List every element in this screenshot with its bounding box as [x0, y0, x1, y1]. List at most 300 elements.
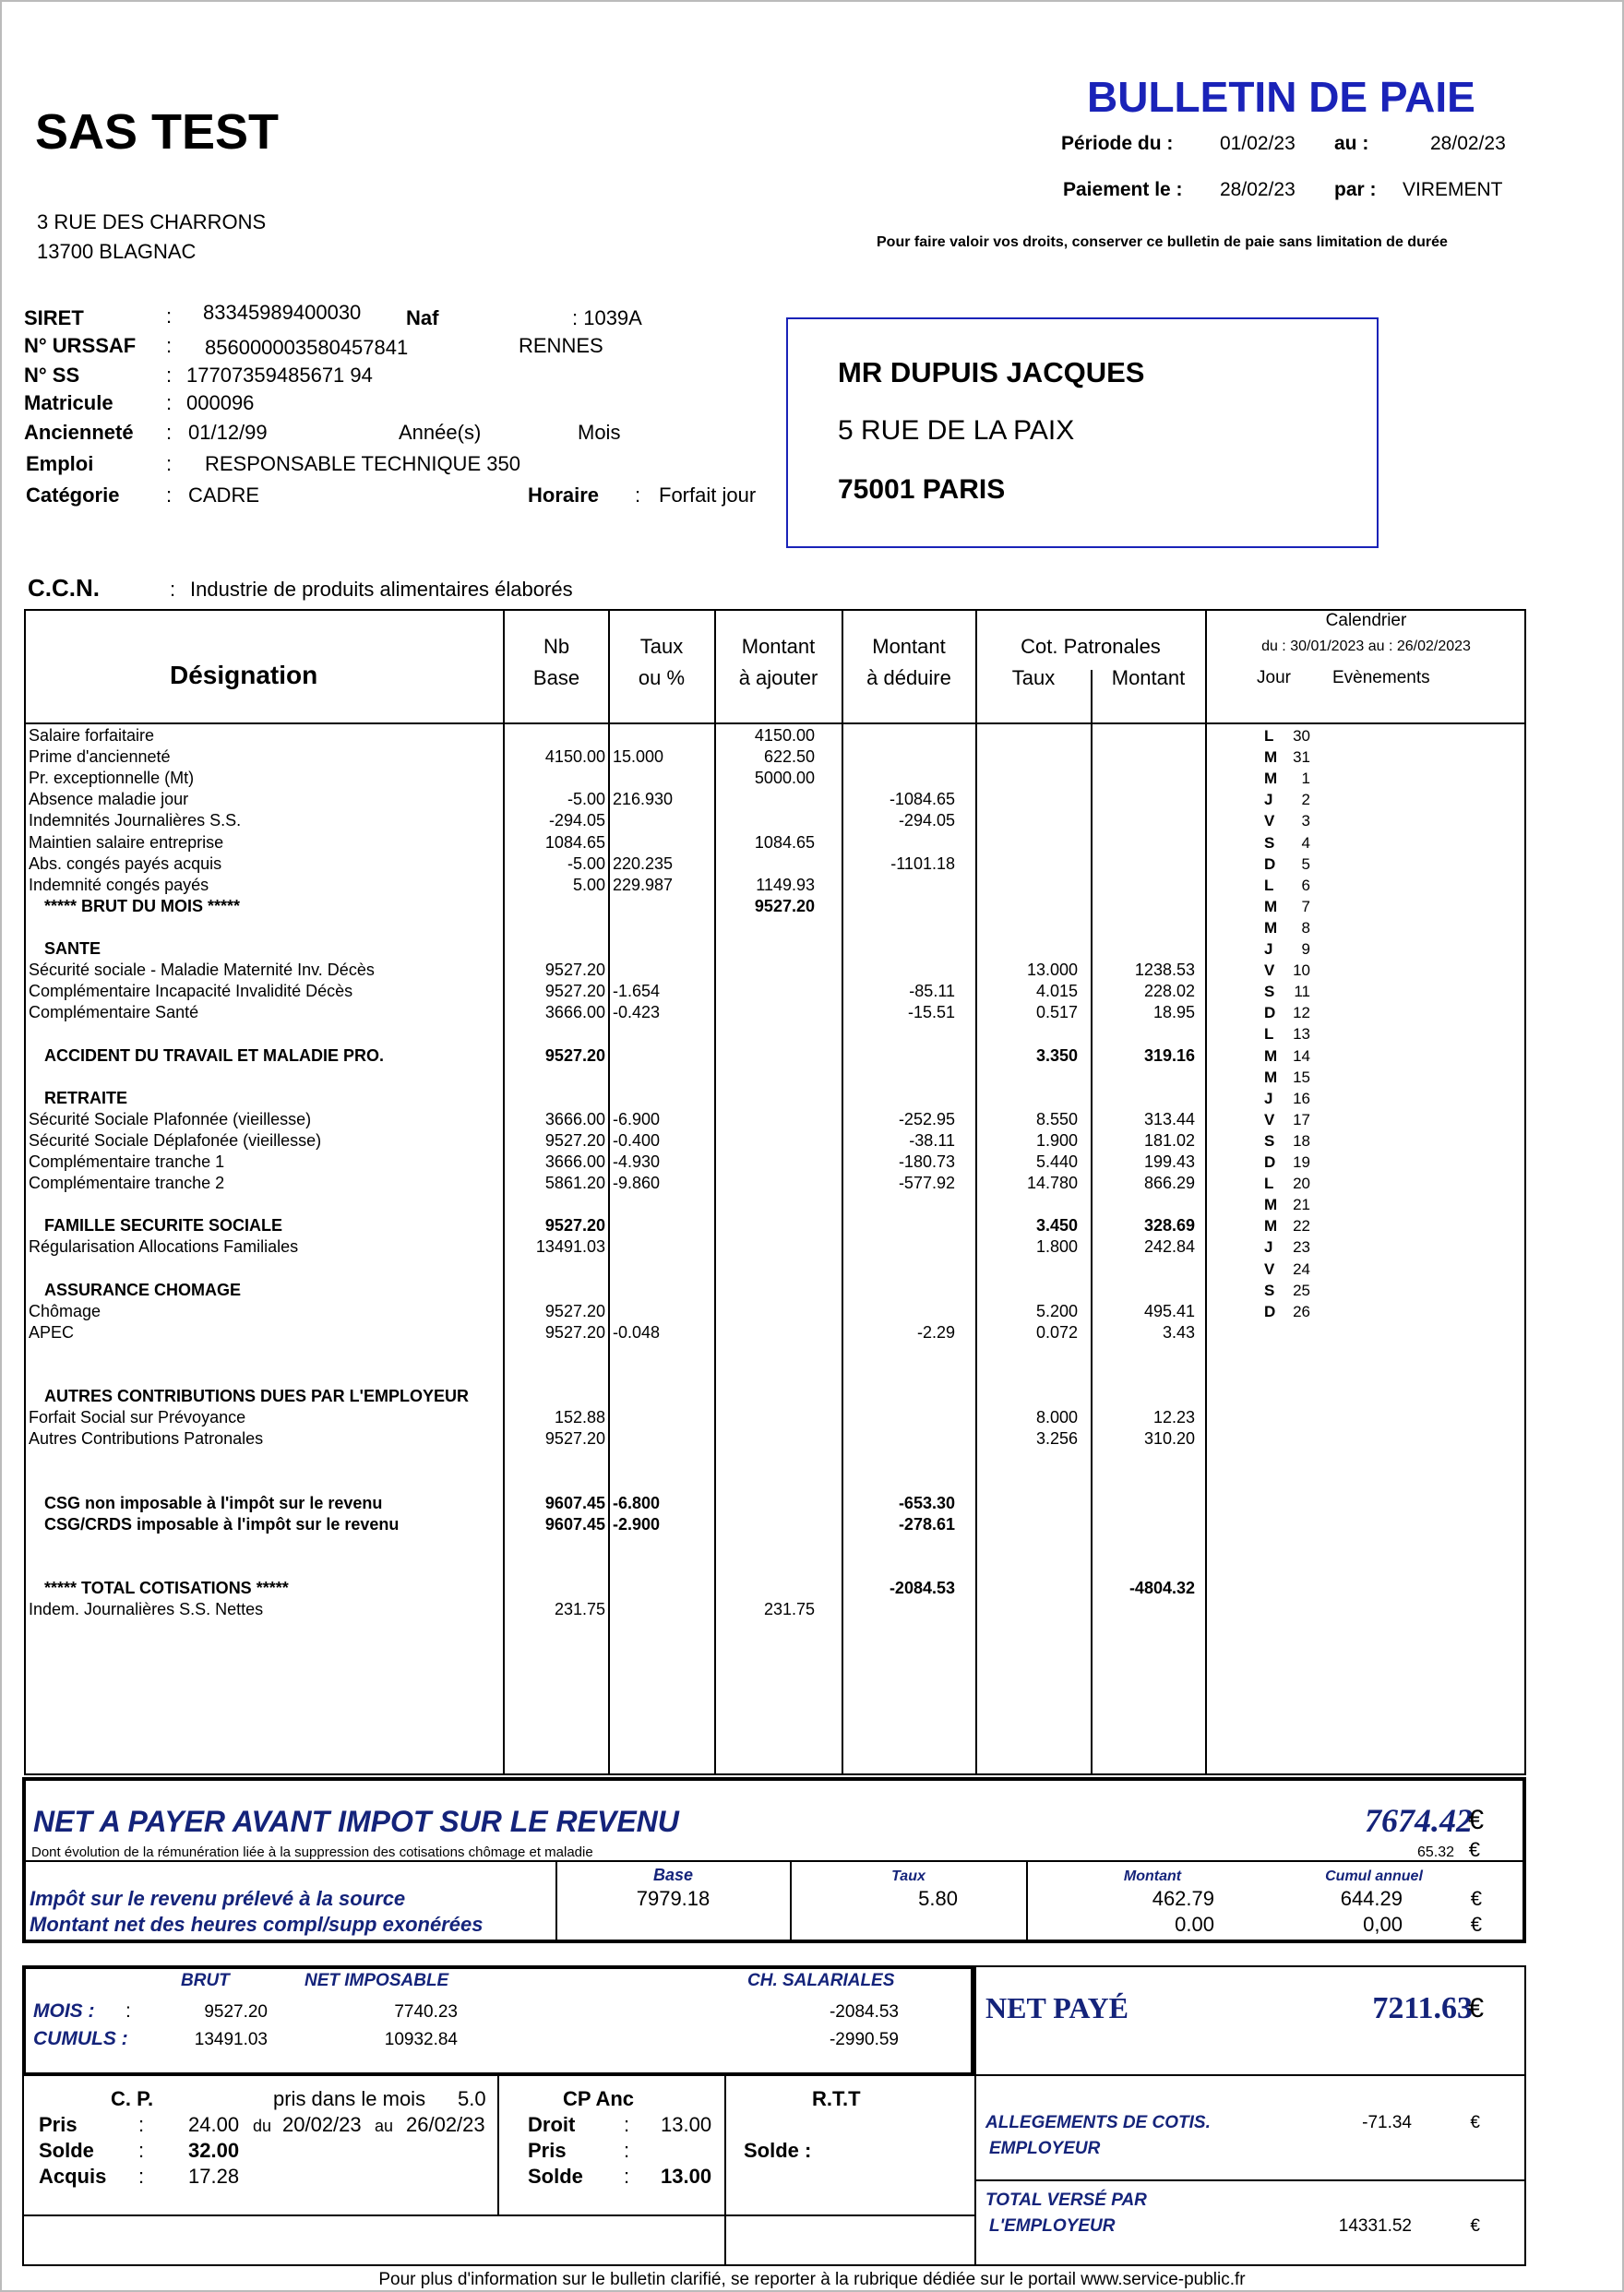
cpanc-title: CP Anc — [563, 2087, 635, 2110]
impot-taux: 5.80 — [918, 1887, 958, 1910]
calendar-day-letter: L — [1264, 876, 1274, 894]
employer-details: SIRET : 83345989400030 Naf : 1039A N° URSSAF : 856000003580457841 RENNES N° SS : 17707359485671 94 Matricule : 000096 Ancienneté : 01/12/99 Année(s) Mois Emploi : RESPONSABLE TECHNIQUE 350 Catégorie : CADRE Horaire : Forfait jour — [24, 301, 757, 507]
calendar-day-number: 20 — [1293, 1175, 1310, 1193]
row-designation: ASSURANCE CHOMAGE — [44, 1280, 242, 1299]
row-pm: 242.84 — [1143, 1237, 1195, 1257]
table-row — [0, 1194, 1205, 1215]
table-row — [0, 1557, 1205, 1578]
calendar-day-number: 1 — [1301, 770, 1310, 788]
calendar-day-number: 30 — [1293, 727, 1310, 745]
row-pm: 1238.53 — [1134, 961, 1195, 980]
row-base: 231.75 — [554, 1600, 605, 1619]
row-designation: Indemnités Journalières S.S. — [29, 811, 242, 830]
row-designation: Sécurité Sociale Plafonnée (vieillesse) — [29, 1109, 312, 1128]
row-pt: 14.780 — [1026, 1174, 1078, 1193]
row-taux: -2.900 — [613, 1514, 661, 1534]
calendar-day-number: 9 — [1301, 940, 1310, 958]
row-base: -5.00 — [567, 790, 605, 809]
calendar-day-letter: V — [1264, 1259, 1275, 1278]
ss-label: N° SS — [24, 364, 80, 387]
row-pm: 866.29 — [1143, 1174, 1195, 1193]
calendar-day-number: 22 — [1293, 1217, 1310, 1236]
cp-acquis-value: 17.28 — [188, 2165, 240, 2188]
table-row — [0, 854, 1205, 875]
emploi-label: Emploi — [26, 452, 94, 475]
table-row — [0, 1407, 1205, 1428]
row-pm: 228.02 — [1143, 982, 1195, 1001]
calendar-day-letter: V — [1264, 961, 1275, 980]
row-taux: -1.654 — [613, 982, 661, 1001]
calendar-day-letter: J — [1264, 1238, 1273, 1257]
table-row — [0, 1045, 1205, 1067]
row-add: 5000.00 — [754, 769, 815, 788]
row-designation: Chômage — [29, 1301, 102, 1320]
row-pm: 313.44 — [1143, 1109, 1195, 1128]
cpanc-solde-label: Solde — [528, 2165, 583, 2188]
calendar-day-letter: M — [1264, 1196, 1278, 1214]
row-base: 9527.20 — [544, 1429, 605, 1449]
calendar-day-letter: J — [1264, 940, 1273, 958]
table-row — [0, 746, 1205, 768]
row-designation: ***** TOTAL COTISATIONS ***** — [44, 1579, 289, 1597]
calendar-day-number: 17 — [1293, 1110, 1310, 1128]
header-jour: Jour — [1257, 668, 1291, 687]
calendar-day-letter: D — [1264, 1302, 1276, 1320]
table-row — [0, 1599, 1205, 1620]
row-taux: -4.930 — [613, 1152, 661, 1171]
row-designation: Complémentaire Incapacité Invalidité Décès — [29, 982, 353, 1001]
table-row — [0, 1023, 1205, 1045]
row-pm: 319.16 — [1143, 1045, 1195, 1065]
ss-value: 17707359485671 94 — [186, 364, 373, 387]
table-row — [0, 875, 1205, 896]
row-base: 9527.20 — [544, 1130, 605, 1150]
table-row — [0, 1514, 1205, 1535]
company-address-line1: 3 RUE DES CHARRONS — [37, 210, 267, 233]
row-pt: 3.350 — [1035, 1045, 1078, 1065]
calendar-day-letter: J — [1264, 791, 1273, 809]
table-row — [0, 810, 1205, 831]
calendar-day-letter: M — [1264, 770, 1278, 788]
cumuls-label: CUMULS : — [33, 2028, 128, 2049]
impot-cumul: 644.29 — [1340, 1887, 1403, 1910]
row-designation: Complémentaire tranche 1 — [29, 1152, 225, 1171]
calendar-day-number: 13 — [1293, 1025, 1310, 1044]
row-base: 4150.00 — [544, 747, 605, 767]
row-ded: -294.05 — [898, 811, 955, 830]
calendar-day-number: 12 — [1293, 1004, 1310, 1022]
row-ded: -38.11 — [909, 1130, 955, 1150]
row-base: 152.88 — [554, 1408, 605, 1427]
header-calendar-period: du : 30/01/2023 au : 26/02/2023 — [1261, 639, 1471, 654]
row-base: 9527.20 — [544, 961, 605, 980]
row-base: 5861.20 — [544, 1174, 605, 1193]
row-ded: -2084.53 — [889, 1579, 955, 1597]
employee-name: MR DUPUIS JACQUES — [838, 356, 1145, 388]
header-a-ajouter: à ajouter — [738, 666, 818, 689]
row-pm: 3.43 — [1162, 1322, 1195, 1342]
mois-brut: 9527.20 — [204, 2002, 268, 2022]
row-pt: 0.517 — [1035, 1003, 1078, 1022]
row-taux: 220.235 — [613, 854, 674, 873]
row-pt: 13.000 — [1026, 961, 1078, 980]
impot-currency: € — [1470, 1887, 1482, 1910]
table-row — [0, 1301, 1205, 1322]
calendar-day-number: 18 — [1293, 1131, 1310, 1150]
row-designation: CSG non imposable à l'impôt sur le revenu — [44, 1493, 383, 1512]
calendar-day-number: 8 — [1301, 918, 1310, 937]
header-evenements: Evènements — [1332, 668, 1430, 687]
table-row — [0, 1236, 1205, 1258]
periode-label: Période du : — [1061, 133, 1174, 154]
table-row — [0, 1002, 1205, 1023]
horaire-label: Horaire — [528, 483, 600, 507]
table-row — [0, 1343, 1205, 1365]
calendar-day-number: 25 — [1293, 1281, 1310, 1299]
row-taux: -6.900 — [613, 1109, 661, 1128]
row-base: 13491.03 — [535, 1237, 605, 1257]
row-pm: -4804.32 — [1128, 1579, 1195, 1597]
row-taux: -0.423 — [613, 1003, 661, 1022]
calendar-day-number: 23 — [1293, 1238, 1310, 1257]
row-designation: Indemnité congés payés — [29, 875, 209, 894]
urssaf-city: RENNES — [519, 334, 603, 357]
impot-base: 7979.18 — [636, 1887, 710, 1910]
row-taux: -0.048 — [613, 1322, 661, 1342]
table-row — [0, 1493, 1205, 1514]
row-designation: Forfait Social sur Prévoyance — [29, 1408, 246, 1427]
row-designation: Maintien salaire entreprise — [29, 832, 224, 852]
calendar-day-number: 26 — [1293, 1302, 1310, 1320]
calendar-day-letter: V — [1264, 812, 1275, 830]
header-a-deduire: à déduire — [866, 666, 951, 689]
calendar-day-letter: S — [1264, 983, 1275, 1001]
mois-ch-salariales: -2084.53 — [829, 2002, 899, 2022]
row-base: 3666.00 — [544, 1152, 605, 1171]
calendar-day-number: 24 — [1293, 1259, 1310, 1278]
row-ded: -653.30 — [898, 1493, 955, 1512]
mois-label: Mois — [578, 421, 621, 444]
naf-value: : 1039A — [572, 306, 642, 329]
row-base: 9527.20 — [544, 982, 605, 1001]
impot-header-taux: Taux — [891, 1868, 925, 1884]
row-base: 9527.20 — [544, 1045, 605, 1065]
mois-separator: : — [125, 2000, 131, 2022]
allegements-currency: € — [1470, 2113, 1480, 2132]
cp-au-value: 26/02/23 — [406, 2113, 485, 2136]
header-designation: Désignation — [170, 661, 318, 689]
anciennete-value: 01/12/99 — [188, 421, 268, 444]
row-pt: 3.450 — [1035, 1216, 1078, 1236]
row-pm: 12.23 — [1152, 1408, 1195, 1427]
calendar-day-number: 31 — [1293, 748, 1310, 767]
table-row — [0, 1173, 1205, 1194]
row-designation: APEC — [29, 1322, 75, 1342]
row-base: 1084.65 — [544, 832, 605, 852]
calendar-day-number: 4 — [1301, 833, 1310, 852]
cp-title: C. P. — [111, 2087, 154, 2110]
header-montant-deduire: Montant — [872, 635, 946, 658]
row-add: 231.75 — [763, 1600, 815, 1619]
heures-label: Montant net des heures compl/supp exonérées — [30, 1913, 484, 1936]
row-pt: 5.440 — [1035, 1152, 1078, 1171]
cp-du-label: du — [253, 2117, 272, 2135]
row-ded: -1101.18 — [890, 854, 955, 873]
row-pt: 5.200 — [1035, 1301, 1078, 1320]
periode-du: 01/02/23 — [1220, 133, 1296, 154]
cp-du-value: 20/02/23 — [282, 2113, 362, 2136]
table-row — [0, 1365, 1205, 1386]
row-pt: 1.900 — [1035, 1130, 1078, 1150]
calendar-day-letter: L — [1264, 727, 1274, 745]
row-ded: -85.11 — [909, 982, 955, 1001]
calendar-day-letter: M — [1264, 918, 1278, 937]
row-designation: Salaire forfaitaire — [29, 726, 155, 745]
table-row — [0, 1450, 1205, 1471]
employee-address-line2: 75001 PARIS — [838, 474, 1006, 505]
calendar-day-letter: S — [1264, 1131, 1275, 1150]
row-designation: Abs. congés payés acquis — [29, 854, 222, 873]
periode-au: 28/02/23 — [1430, 133, 1506, 154]
row-ded: -577.92 — [898, 1174, 955, 1193]
ccn-label: C.C.N. — [28, 574, 100, 602]
calendar-day-number: 5 — [1301, 854, 1310, 873]
heures-montant: 0.00 — [1175, 1913, 1214, 1936]
row-designation: SANTE — [44, 939, 102, 958]
calendar-day-letter: D — [1264, 854, 1276, 873]
row-ded: -2.29 — [916, 1322, 955, 1342]
table-row — [0, 1259, 1205, 1280]
row-base: 9527.20 — [544, 1322, 605, 1342]
cpanc-solde-value: 13.00 — [661, 2165, 712, 2188]
row-designation: AUTRES CONTRIBUTIONS DUES PAR L'EMPLOYEUR — [44, 1387, 469, 1406]
row-designation: ***** BRUT DU MOIS ***** — [44, 896, 241, 915]
row-pt: 1.800 — [1035, 1237, 1078, 1257]
calendar-day-letter: D — [1264, 1004, 1276, 1022]
row-base: 3666.00 — [544, 1003, 605, 1022]
calendar-day-number: 2 — [1301, 791, 1310, 809]
row-add: 9527.20 — [754, 896, 815, 915]
row-designation: Complémentaire tranche 2 — [29, 1174, 225, 1193]
row-add: 1084.65 — [754, 832, 815, 852]
total-verse-value: 14331.52 — [1338, 2216, 1412, 2236]
categorie-value: CADRE — [188, 483, 260, 507]
cp-au-label: au — [375, 2117, 394, 2135]
net-a-payer-currency: € — [1468, 1805, 1484, 1835]
row-designation: Régularisation Allocations Familiales — [29, 1237, 299, 1257]
naf-label: Naf — [406, 306, 439, 329]
footer-note: Pour plus d'information sur le bulletin clarifié, se reporter à la rubrique dédiée sur le portail www.service-public.fr — [378, 2270, 1246, 2289]
row-designation: Pr. exceptionnelle (Mt) — [29, 769, 195, 788]
cumuls-header-net-imposable: NET IMPOSABLE — [304, 1971, 449, 1990]
cp-pris-mois-label: pris dans le mois — [273, 2087, 426, 2110]
matricule-value: 000096 — [186, 391, 255, 414]
cpanc-pris-label: Pris — [528, 2139, 567, 2162]
par-label: par : — [1334, 179, 1377, 200]
allegements-label-line1: ALLEGEMENTS DE COTIS. — [985, 2113, 1211, 2132]
ccn-value: Industrie de produits alimentaires élaborés — [190, 578, 573, 601]
net-paye-currency: € — [1468, 1993, 1484, 2023]
table-row — [0, 1130, 1205, 1152]
cpanc-droit-value: 13.00 — [661, 2113, 712, 2136]
matricule-label: Matricule — [24, 391, 113, 414]
impot-header-base: Base — [652, 1866, 694, 1884]
table-row — [0, 1067, 1205, 1088]
calendar-day-letter: L — [1264, 1025, 1274, 1044]
calendar-day-number: 7 — [1301, 897, 1310, 915]
table-row — [0, 896, 1205, 917]
header-nb: Nb — [543, 635, 570, 658]
calendar-day-number: 10 — [1293, 961, 1310, 980]
table-row — [0, 938, 1205, 960]
mois-label: MOIS : — [33, 2000, 95, 2022]
header-pat-montant: Montant — [1111, 666, 1186, 689]
calendar-day-letter: M — [1264, 748, 1278, 767]
row-pm: 18.95 — [1152, 1003, 1195, 1022]
table-row — [0, 960, 1205, 981]
emploi-value: RESPONSABLE TECHNIQUE 350 — [205, 452, 520, 475]
table-row — [0, 1215, 1205, 1236]
urssaf-label: N° URSSAF — [24, 334, 137, 357]
cp-solde-label: Solde — [39, 2139, 94, 2162]
calendar-day-letter: M — [1264, 897, 1278, 915]
table-row — [0, 981, 1205, 1002]
cumuls-header-ch-salariales: CH. SALARIALES — [747, 1971, 895, 1990]
row-taux: -0.400 — [613, 1130, 661, 1150]
row-ded: -1084.65 — [889, 790, 955, 809]
table-header-separator — [24, 722, 1526, 724]
row-designation: Complémentaire Santé — [29, 1003, 199, 1022]
row-pm: 310.20 — [1143, 1429, 1195, 1449]
rtt-solde-label: Solde : — [744, 2139, 812, 2162]
table-row — [0, 1109, 1205, 1130]
row-pt: 8.550 — [1035, 1109, 1078, 1128]
row-taux: -9.860 — [613, 1174, 661, 1193]
cumuls-brut: 13491.03 — [194, 2030, 268, 2049]
document-title: BULLETIN DE PAIE — [1087, 73, 1475, 121]
calendar-day-number: 3 — [1301, 812, 1310, 830]
header-cot-patronales: Cot. Patronales — [1021, 635, 1161, 658]
company-address-line2: 13700 BLAGNAC — [37, 240, 197, 263]
calendar-day-letter: S — [1264, 1281, 1275, 1299]
row-pt: 8.000 — [1035, 1408, 1078, 1427]
calendar-day-number: 21 — [1293, 1196, 1310, 1214]
table-row — [0, 1578, 1205, 1599]
row-pt: 0.072 — [1035, 1322, 1078, 1342]
paiement-date: 28/02/23 — [1220, 179, 1296, 200]
row-designation: Indem. Journalières S.S. Nettes — [29, 1600, 264, 1619]
row-designation: Sécurité Sociale Déplafonée (vieillesse) — [29, 1130, 322, 1150]
annees-label: Année(s) — [399, 421, 482, 444]
net-a-payer-value: 7674.42 — [1365, 1802, 1473, 1839]
calendar-day-letter: M — [1264, 1046, 1278, 1065]
net-a-payer-label: NET A PAYER AVANT IMPOT SUR LE REVENU — [33, 1805, 679, 1838]
par-value: VIREMENT — [1403, 179, 1503, 200]
calendar-day-number: 15 — [1293, 1068, 1310, 1086]
rtt-title: R.T.T — [812, 2087, 861, 2110]
net-paye-label: NET PAYÉ — [985, 1991, 1129, 2024]
employee-address-box — [786, 317, 1379, 548]
table-row — [0, 1428, 1205, 1450]
header-taux: Taux — [639, 635, 684, 658]
row-base: -5.00 — [567, 854, 605, 873]
calendar-day-number: 16 — [1293, 1089, 1310, 1107]
header-pat-taux: Taux — [1011, 666, 1056, 689]
siret-value: 83345989400030 — [203, 301, 362, 324]
table-row — [0, 725, 1205, 746]
total-verse-label-line2: L'EMPLOYEUR — [989, 2216, 1116, 2236]
header-montant-ajouter: Montant — [741, 635, 816, 658]
row-taux: -6.800 — [613, 1493, 661, 1512]
row-base: 5.00 — [572, 875, 605, 894]
row-base: 9527.20 — [544, 1216, 605, 1236]
cpanc-droit-label: Droit — [528, 2113, 576, 2136]
cp-solde-value: 32.00 — [188, 2139, 240, 2162]
table-row — [0, 768, 1205, 789]
table-row — [0, 1322, 1205, 1343]
impot-label: Impôt sur le revenu prélevé à la source — [30, 1887, 406, 1910]
row-taux: 229.987 — [613, 875, 674, 894]
row-taux: 15.000 — [613, 747, 664, 767]
cp-pris-value: 24.00 — [188, 2113, 240, 2136]
table-row — [0, 832, 1205, 854]
row-designation: FAMILLE SECURITE SOCIALE — [44, 1216, 283, 1236]
cumuls-ch-salariales: -2990.59 — [829, 2030, 899, 2049]
row-ded: -180.73 — [898, 1152, 955, 1171]
table-row — [0, 1535, 1205, 1557]
row-ded: -252.95 — [898, 1109, 955, 1128]
row-pm: 328.69 — [1143, 1216, 1195, 1236]
cumuls-header-brut: BRUT — [181, 1971, 230, 1990]
row-pm: 495.41 — [1143, 1301, 1195, 1320]
impot-header-cumul: Cumul annuel — [1325, 1868, 1423, 1884]
categorie-label: Catégorie — [26, 483, 120, 507]
row-ded: -15.51 — [907, 1003, 955, 1022]
row-designation: RETRAITE — [44, 1088, 127, 1107]
urssaf-value: 856000003580457841 — [205, 336, 409, 359]
row-designation: Prime d'ancienneté — [29, 747, 171, 767]
row-base: -294.05 — [548, 811, 605, 830]
mois-net-imposable: 7740.23 — [394, 2002, 458, 2022]
row-designation: CSG/CRDS imposable à l'impôt sur le revenu — [44, 1514, 400, 1534]
calendar-day-letter: S — [1264, 833, 1275, 852]
employee-address-line1: 5 RUE DE LA PAIX — [838, 415, 1075, 446]
header-ou-pct: ou % — [638, 666, 686, 689]
evolution-value: 65.32 — [1416, 1844, 1454, 1860]
row-designation: ACCIDENT DU TRAVAIL ET MALADIE PRO. — [44, 1045, 384, 1065]
calendar-day-letter: D — [1264, 1153, 1276, 1171]
evolution-label: Dont évolution de la rémunération liée à la suppression des cotisations chômage et maladie — [31, 1844, 593, 1860]
row-pt: 3.256 — [1035, 1429, 1078, 1449]
row-base: 9527.20 — [544, 1301, 605, 1320]
row-designation: Absence maladie jour — [29, 790, 189, 809]
net-paye-value: 7211.63 — [1372, 1991, 1473, 2025]
table-row — [0, 1472, 1205, 1493]
table-row — [0, 1280, 1205, 1301]
calendar-day-number: 19 — [1293, 1153, 1310, 1171]
cp-pris-mois-value: 5.0 — [458, 2087, 486, 2110]
calendar-day-letter: V — [1264, 1110, 1275, 1128]
cp-acquis-label: Acquis — [39, 2165, 107, 2188]
header-calendrier: Calendrier — [1325, 611, 1407, 630]
table-row — [0, 1386, 1205, 1407]
row-base: 9607.45 — [544, 1493, 605, 1512]
table-row — [0, 789, 1205, 810]
calendar-day-number: 6 — [1301, 876, 1310, 894]
total-verse-currency: € — [1470, 2216, 1480, 2236]
calendar-day-letter: J — [1264, 1089, 1273, 1107]
row-base: 9607.45 — [544, 1514, 605, 1534]
